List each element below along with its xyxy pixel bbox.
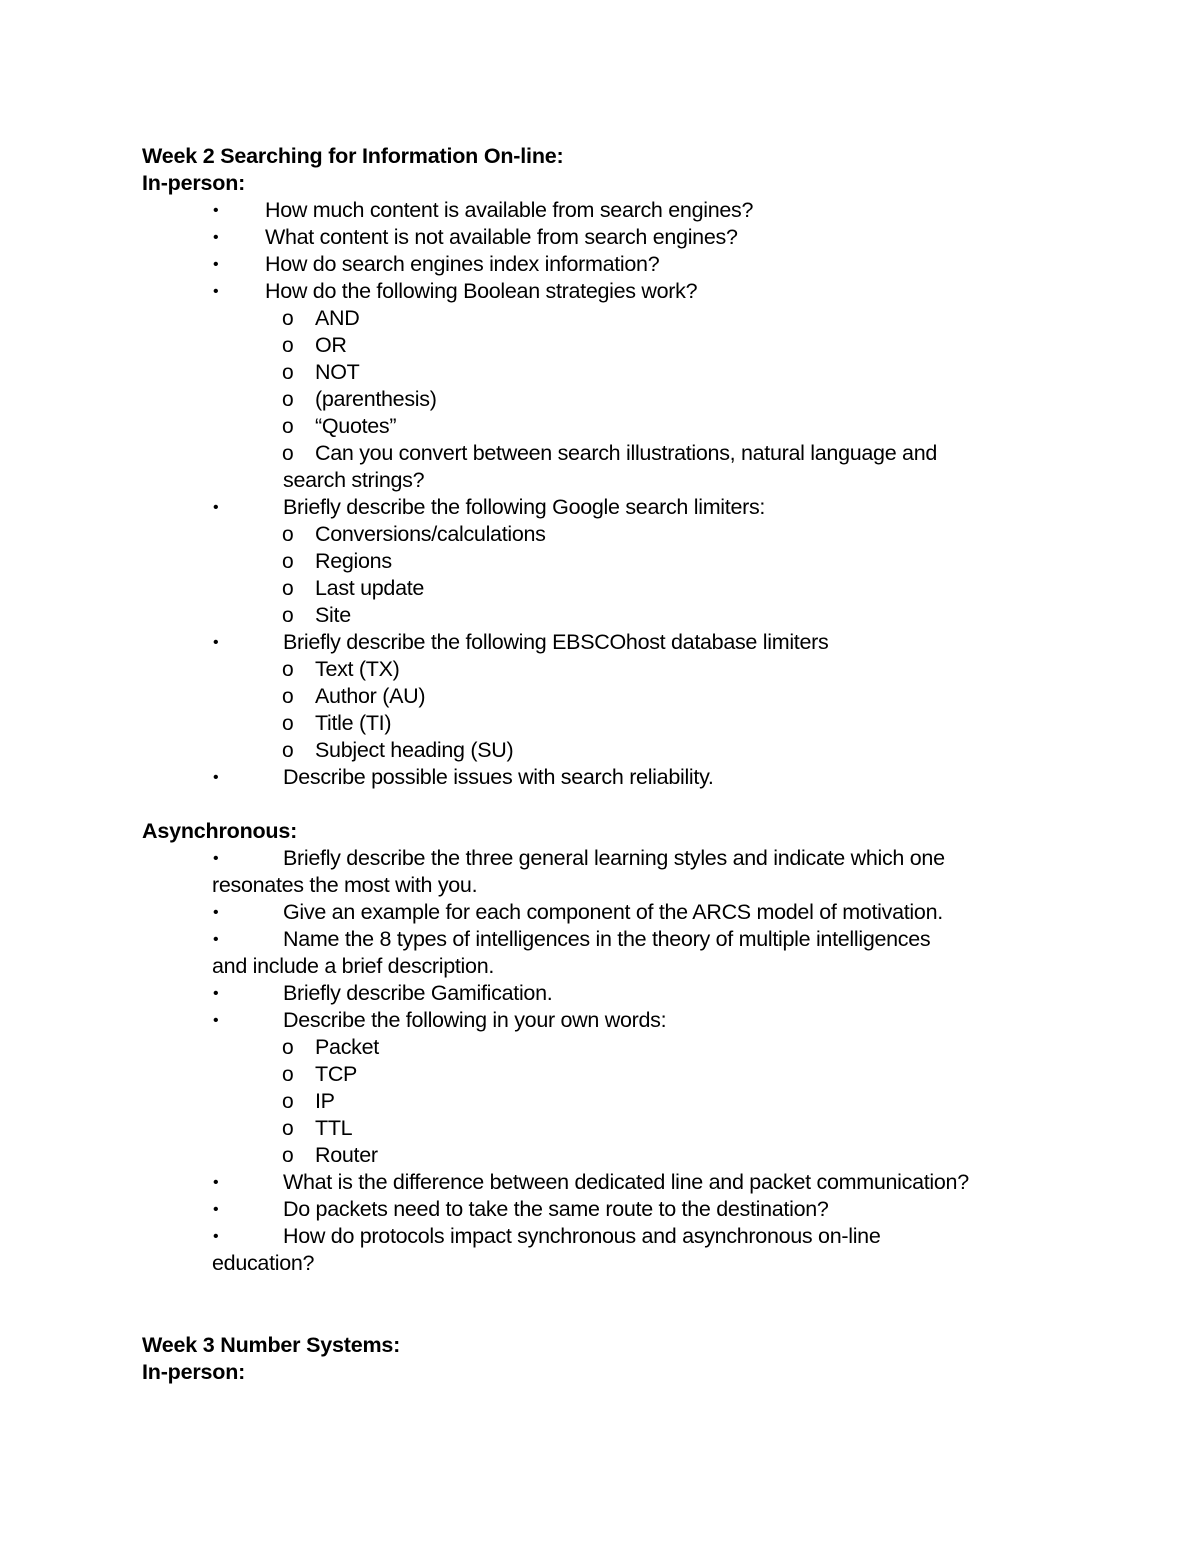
bullet-icon: • bbox=[213, 850, 219, 867]
list-item: Do packets need to take the same route to the destination? bbox=[283, 1197, 829, 1221]
sub-bullet-icon: o bbox=[282, 361, 294, 384]
list-item-continuation: and include a brief description. bbox=[212, 954, 495, 978]
sub-list-item: TTL bbox=[315, 1116, 353, 1140]
sub-list-item: Title (TI) bbox=[315, 711, 392, 735]
sub-bullet-icon: o bbox=[282, 1144, 294, 1167]
subsection-heading-asynchronous: Asynchronous: bbox=[142, 819, 298, 843]
sub-list-item: Can you convert between search illustrations, natural language and bbox=[315, 441, 938, 465]
sub-list-item: Regions bbox=[315, 549, 392, 573]
bullet-icon: • bbox=[213, 229, 219, 246]
sub-list-item: Subject heading (SU) bbox=[315, 738, 514, 762]
sub-bullet-icon: o bbox=[282, 685, 294, 708]
sub-bullet-icon: o bbox=[282, 415, 294, 438]
sub-bullet-icon: o bbox=[282, 712, 294, 735]
list-item: How do protocols impact synchronous and asynchronous on-line bbox=[283, 1224, 881, 1248]
bullet-icon: • bbox=[213, 985, 219, 1002]
sub-list-item: Author (AU) bbox=[315, 684, 426, 708]
sub-list-item: Conversions/calculations bbox=[315, 522, 546, 546]
section-title-week-2: Week 2 Searching for Information On-line: bbox=[142, 144, 564, 168]
list-item: Briefly describe the following EBSCOhost database limiters bbox=[283, 630, 829, 654]
list-item: Briefly describe Gamification. bbox=[283, 981, 553, 1005]
sub-bullet-icon: o bbox=[282, 334, 294, 357]
sub-bullet-icon: o bbox=[282, 604, 294, 627]
list-item-continuation: resonates the most with you. bbox=[212, 873, 478, 897]
sub-bullet-icon: o bbox=[282, 523, 294, 546]
list-item: Give an example for each component of the ARCS model of motivation. bbox=[283, 900, 943, 924]
sub-list-item: Last update bbox=[315, 576, 425, 600]
list-item: Describe the following in your own words: bbox=[283, 1008, 667, 1032]
bullet-icon: • bbox=[213, 1201, 219, 1218]
bullet-icon: • bbox=[213, 1174, 219, 1191]
list-item: What content is not available from search engines? bbox=[265, 225, 738, 249]
sub-bullet-icon: o bbox=[282, 388, 294, 411]
sub-list-item: Packet bbox=[315, 1035, 379, 1059]
list-item-continuation: education? bbox=[212, 1251, 315, 1275]
bullet-icon: • bbox=[213, 904, 219, 921]
list-item: How do search engines index information? bbox=[265, 252, 660, 276]
sub-bullet-icon: o bbox=[282, 1117, 294, 1140]
sub-list-item: Site bbox=[315, 603, 351, 627]
bullet-icon: • bbox=[213, 931, 219, 948]
sub-bullet-icon: o bbox=[282, 577, 294, 600]
sub-bullet-icon: o bbox=[282, 1036, 294, 1059]
subsection-heading-in-person: In-person: bbox=[142, 171, 246, 195]
sub-list-item: OR bbox=[315, 333, 347, 357]
bullet-icon: • bbox=[213, 202, 219, 219]
sub-bullet-icon: o bbox=[282, 658, 294, 681]
bullet-icon: • bbox=[213, 499, 219, 516]
sub-list-item: TCP bbox=[315, 1062, 358, 1086]
list-item: Briefly describe the following Google search limiters: bbox=[283, 495, 766, 519]
sub-list-item: Router bbox=[315, 1143, 378, 1167]
bullet-icon: • bbox=[213, 634, 219, 651]
sub-bullet-icon: o bbox=[282, 739, 294, 762]
bullet-icon: • bbox=[213, 1012, 219, 1029]
sub-list-item: Text (TX) bbox=[315, 657, 400, 681]
bullet-icon: • bbox=[213, 769, 219, 786]
sub-bullet-icon: o bbox=[282, 442, 294, 465]
sub-list-item-continuation: search strings? bbox=[283, 468, 425, 492]
bullet-icon: • bbox=[213, 283, 219, 300]
list-item: How do the following Boolean strategies work? bbox=[265, 279, 698, 303]
sub-list-item: “Quotes” bbox=[315, 414, 397, 438]
list-item: Name the 8 types of intelligences in the theory of multiple intelligences bbox=[283, 927, 931, 951]
sub-bullet-icon: o bbox=[282, 307, 294, 330]
list-item: How much content is available from search engines? bbox=[265, 198, 754, 222]
sub-list-item: (parenthesis) bbox=[315, 387, 437, 411]
sub-bullet-icon: o bbox=[282, 550, 294, 573]
sub-bullet-icon: o bbox=[282, 1063, 294, 1086]
list-item: Describe possible issues with search reliability. bbox=[283, 765, 714, 789]
list-item: What is the difference between dedicated line and packet communication? bbox=[283, 1170, 969, 1194]
list-item: Briefly describe the three general learning styles and indicate which one bbox=[283, 846, 945, 870]
sub-bullet-icon: o bbox=[282, 1090, 294, 1113]
section-title-week-3: Week 3 Number Systems: bbox=[142, 1333, 401, 1357]
sub-list-item: IP bbox=[315, 1089, 335, 1113]
sub-list-item: AND bbox=[315, 306, 360, 330]
sub-list-item: NOT bbox=[315, 360, 360, 384]
bullet-icon: • bbox=[213, 256, 219, 273]
bullet-icon: • bbox=[213, 1228, 219, 1245]
subsection-heading-in-person: In-person: bbox=[142, 1360, 246, 1384]
